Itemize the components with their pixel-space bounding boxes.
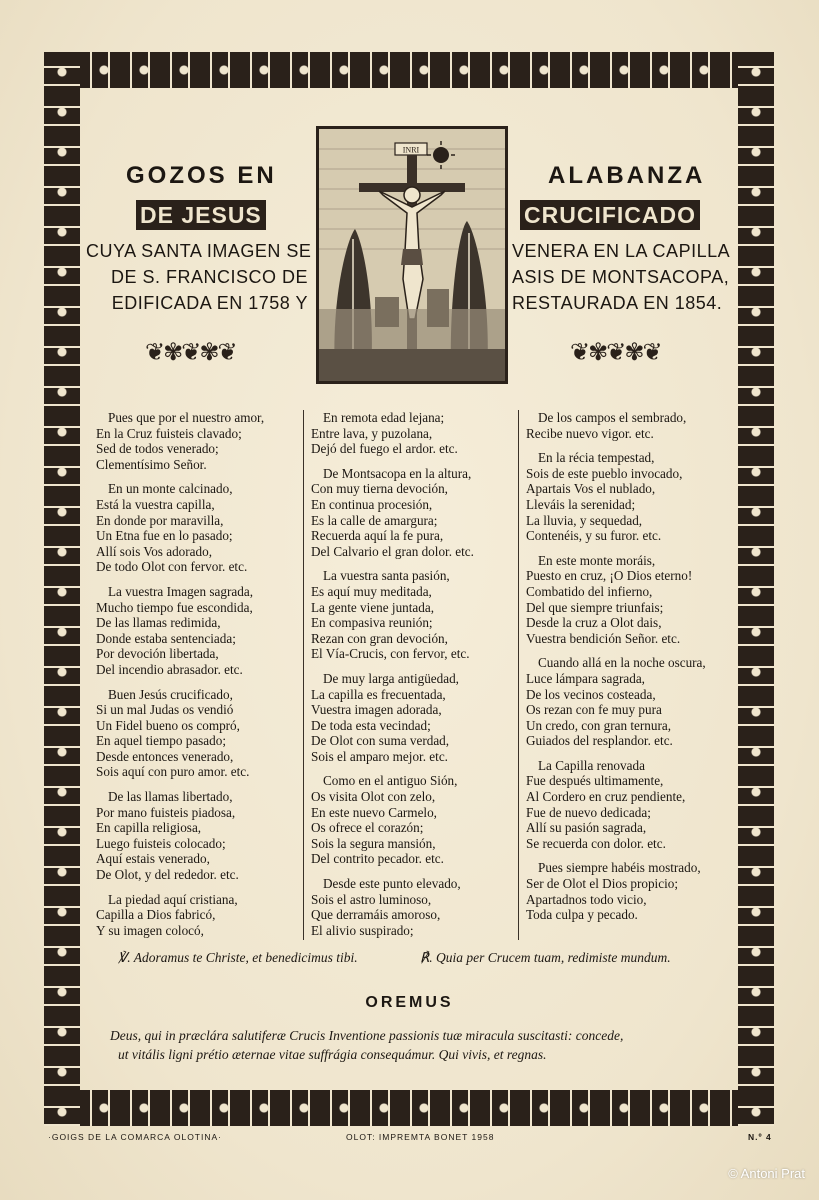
- verse-line: Con muy tierna devoción,: [311, 481, 448, 497]
- verse-line: Fue de nuevo dedicada;: [526, 804, 651, 820]
- column-divider: [303, 410, 304, 940]
- stanza: [96, 789, 302, 883]
- verse-line: Lleváis la serenidad;: [526, 496, 636, 512]
- verse-line: En la récia tempestad,: [538, 450, 655, 466]
- verse-line: De las llamas redimida,: [96, 615, 221, 631]
- verse-line: Os rezan con fe muy pura: [526, 702, 662, 718]
- flourish-ornament-left: ❦✾❦✾❦: [145, 340, 236, 366]
- verse-line: Apartadnos todo vicio,: [526, 891, 647, 907]
- verse-line: Donde estaba sentenciada;: [96, 630, 236, 646]
- subtitle-line: DE S. FRANCISCO DE: [110, 267, 308, 287]
- stanza: [311, 876, 516, 938]
- ornamental-border-bottom: [44, 1090, 774, 1126]
- verse-line: Por devoción libertada,: [96, 646, 219, 662]
- stanza: [526, 860, 746, 922]
- crucifix-illustration: [319, 129, 505, 381]
- verse-column-1: [96, 410, 302, 947]
- versicle: ℣. Adoramus te Christe, et benedicimus tibi.: [118, 950, 358, 965]
- subtitle-line: VENERA EN LA CAPILLA: [512, 241, 731, 261]
- stanza: [96, 892, 302, 939]
- verse-line: Desde este punto elevado,: [323, 876, 461, 892]
- verse-line: En capilla religiosa,: [96, 820, 202, 836]
- verse-line: Luego fuisteis colocado;: [96, 835, 226, 851]
- verse-line: Desde la cruz a Olot dais,: [526, 615, 662, 631]
- stanza: [96, 584, 302, 678]
- verse-line: Sois la segura mansión,: [311, 835, 436, 851]
- stanza: [311, 568, 516, 662]
- banner-right: CRUCIFICADO: [520, 200, 700, 230]
- verse-line: De todo Olot con fervor. etc.: [96, 559, 248, 575]
- verse-line: En compasiva reunión;: [311, 615, 433, 631]
- stanza: [526, 655, 746, 749]
- verse-line: En este nuevo Carmelo,: [311, 804, 437, 820]
- verse-line: De Montsacopa en la altura,: [323, 465, 472, 481]
- prayer-line: Deus, qui in præclára salutiferæ Crucis Inventione passionis tuæ miracula suscitasti: concede,: [110, 1028, 624, 1043]
- verse-line: Por mano fuisteis piadosa,: [96, 804, 236, 820]
- verse-line: De toda esta vecindad;: [311, 717, 431, 733]
- verse-line: Apartais Vos el nublado,: [526, 481, 656, 497]
- response: ℟. Quia per Crucem tuam, redimiste mundum.: [420, 950, 671, 965]
- verse-line: La piedad aquí cristiana,: [108, 891, 238, 907]
- verse-line: Pues que por el nuestro amor,: [108, 410, 265, 425]
- verse-line: Buen Jesús crucificado,: [108, 686, 233, 702]
- verse-line: De las llamas libertado,: [108, 789, 233, 805]
- verse-line: Contenéis, y su furor. etc.: [526, 528, 662, 544]
- verse-line: En un monte calcinado,: [108, 481, 233, 497]
- subtitle-left: [86, 238, 312, 316]
- verse-line: Del incendio abrasador. etc.: [96, 661, 243, 677]
- verse-line: De muy larga antigüedad,: [323, 670, 459, 686]
- verse-line: En este monte moráis,: [538, 552, 656, 568]
- stanza: [311, 466, 516, 560]
- stanza: [96, 687, 302, 781]
- verse-line: Del Calvario el gran dolor. etc.: [311, 543, 474, 559]
- verse-line: Capilla a Dios fabricó,: [96, 907, 216, 923]
- verse-line: Como en el antiguo Sión,: [323, 773, 458, 789]
- ornamental-border-left: [44, 52, 80, 1126]
- verse-line: La Capilla renovada: [538, 757, 645, 773]
- verse-line: Recibe nuevo vigor. etc.: [526, 425, 654, 441]
- ornamental-border-top: [44, 52, 774, 88]
- verse-line: De los vecinos costeada,: [526, 686, 656, 702]
- verse-line: Toda culpa y pecado.: [526, 907, 638, 923]
- verse-line: Un credo, con gran ternura,: [526, 717, 671, 733]
- verse-line: El alivio suspirado;: [311, 922, 414, 938]
- verse-line: La capilla es frecuentada,: [311, 686, 446, 702]
- verse-line: Que derramáis amoroso,: [311, 907, 441, 923]
- verse-line: Vuestra bendición Señor. etc.: [526, 630, 681, 646]
- verse-line: Dejó del fuego el ardor. etc.: [311, 441, 458, 457]
- verse-line: Clementísimo Señor.: [96, 456, 207, 472]
- verse-line: Un Fidel bueno os compró,: [96, 717, 240, 733]
- verse-line: Es aquí muy meditada,: [311, 583, 432, 599]
- verse-line: Aquí estais venerado,: [96, 851, 210, 867]
- subtitle-right: [512, 238, 734, 316]
- verse-line: Sois de este pueblo invocado,: [526, 465, 683, 481]
- verse-line: Está la vuestra capilla,: [96, 496, 215, 512]
- sun-icon: [433, 147, 449, 163]
- verse-line: Os ofrece el corazón;: [311, 820, 424, 836]
- stanza: [96, 481, 302, 575]
- column-divider: [518, 410, 519, 940]
- stanza: [96, 410, 302, 472]
- verse-line: Y su imagen colocó,: [96, 922, 204, 938]
- stanza: [526, 450, 746, 544]
- verse-line: Del que siempre triunfais;: [526, 599, 664, 615]
- verse-line: Ser de Olot el Dios propicio;: [526, 876, 678, 892]
- flourish-ornament-right: ❦✾❦✾❦: [570, 340, 661, 366]
- stanza: [526, 758, 746, 852]
- inri-label: INRI: [402, 145, 420, 155]
- title-left: GOZOS EN: [126, 162, 277, 189]
- verse-line: En aquel tiempo pasado;: [96, 733, 227, 749]
- verse-line: Sois aquí con puro amor. etc.: [96, 764, 250, 780]
- verse-line: En donde por maravilla,: [96, 512, 224, 528]
- crucifixion-woodcut: [316, 126, 508, 384]
- verse-line: Mucho tiempo fue escondida,: [96, 599, 253, 615]
- stanza: [311, 773, 516, 867]
- photo-credit: © Antoni Prat: [728, 1166, 805, 1181]
- verse-line: Recuerda aquí la fe pura,: [311, 528, 444, 544]
- verse-line: Luce lámpara sagrada,: [526, 670, 645, 686]
- verse-line: Desde entonces venerado,: [96, 748, 234, 764]
- oremus-heading: OREMUS: [365, 994, 454, 1011]
- subtitle-line: ASIS DE MONTSACOPA,: [512, 267, 730, 287]
- verse-line: Vuestra imagen adorada,: [311, 702, 442, 718]
- subtitle-line: EDIFICADA EN 1758 Y: [111, 293, 308, 313]
- footer-number: N.º 4: [748, 1132, 772, 1142]
- verse-line: En continua procesión,: [311, 496, 433, 512]
- verse-line: Allí sois Vos adorado,: [96, 543, 213, 559]
- stanza: [311, 671, 516, 765]
- verse-line: Combatido del infierno,: [526, 583, 653, 599]
- verse-line: De Olot con suma verdad,: [311, 733, 450, 749]
- subtitle-line: RESTAURADA EN 1854.: [512, 293, 723, 313]
- prayer-text: [110, 1026, 710, 1064]
- verse-line: De los campos el sembrado,: [538, 410, 687, 425]
- verse-line: Sois el astro luminoso,: [311, 891, 432, 907]
- verse-line: Guiados del resplandor. etc.: [526, 733, 673, 749]
- verse-line: Si un mal Judas os vendió: [96, 702, 234, 718]
- verse-line: La lluvia, y sequedad,: [526, 512, 643, 528]
- stanza: [526, 410, 746, 441]
- verse-line: Os visita Olot con zelo,: [311, 789, 436, 805]
- verse-line: Rezan con gran devoción,: [311, 630, 448, 646]
- stanza: [311, 410, 516, 457]
- verse-line: La gente viene juntada,: [311, 599, 435, 615]
- verse-column-2: [311, 410, 516, 947]
- footer-series: ·GOIGS DE LA COMARCA OLOTINA·: [48, 1132, 222, 1142]
- verse-line: Al Cordero en cruz pendiente,: [526, 789, 686, 805]
- footer-printer: OLOT: IMPREMTA BONET 1958: [346, 1132, 495, 1142]
- verse-line: Es la calle de amargura;: [311, 512, 438, 528]
- verse-line: Del contrito pecador. etc.: [311, 851, 444, 867]
- verse-line: Un Etna fue en lo pasado;: [96, 528, 233, 544]
- verse-line: La vuestra santa pasión,: [323, 568, 450, 584]
- prayer-line: ut vitális ligni prétio æternae vitae suffrágia consequámur. Qui vivis, et regnas.: [118, 1047, 547, 1062]
- subtitle-line: CUYA SANTA IMAGEN SE: [86, 241, 312, 261]
- verse-line: La vuestra Imagen sagrada,: [108, 583, 253, 599]
- verse-line: Pues siempre habéis mostrado,: [538, 860, 701, 876]
- verse-column-3: [526, 410, 746, 932]
- verse-line: Sed de todos venerado;: [96, 441, 219, 457]
- banner-left: DE JESUS: [136, 200, 266, 230]
- verse-line: Cuando allá en la noche oscura,: [538, 655, 706, 671]
- verse-line: De Olot, y del rededor. etc.: [96, 867, 239, 883]
- stanza: [526, 553, 746, 647]
- verse-line: Fue después ultimamente,: [526, 773, 664, 789]
- verse-line: Allí su pasión sagrada,: [526, 820, 647, 836]
- verse-line: En remota edad lejana;: [323, 410, 445, 425]
- verse-line: Se recuerda con dolor. etc.: [526, 835, 666, 851]
- verse-line: En la Cruz fuisteis clavado;: [96, 425, 242, 441]
- verse-line: Entre lava, y puzolana,: [311, 425, 433, 441]
- verse-line: El Vía-Crucis, con fervor, etc.: [311, 646, 470, 662]
- verse-line: Sois el amparo mejor. etc.: [311, 748, 448, 764]
- verse-line: Puesto en cruz, ¡O Dios eterno!: [526, 568, 693, 584]
- title-right: ALABANZA: [548, 162, 706, 189]
